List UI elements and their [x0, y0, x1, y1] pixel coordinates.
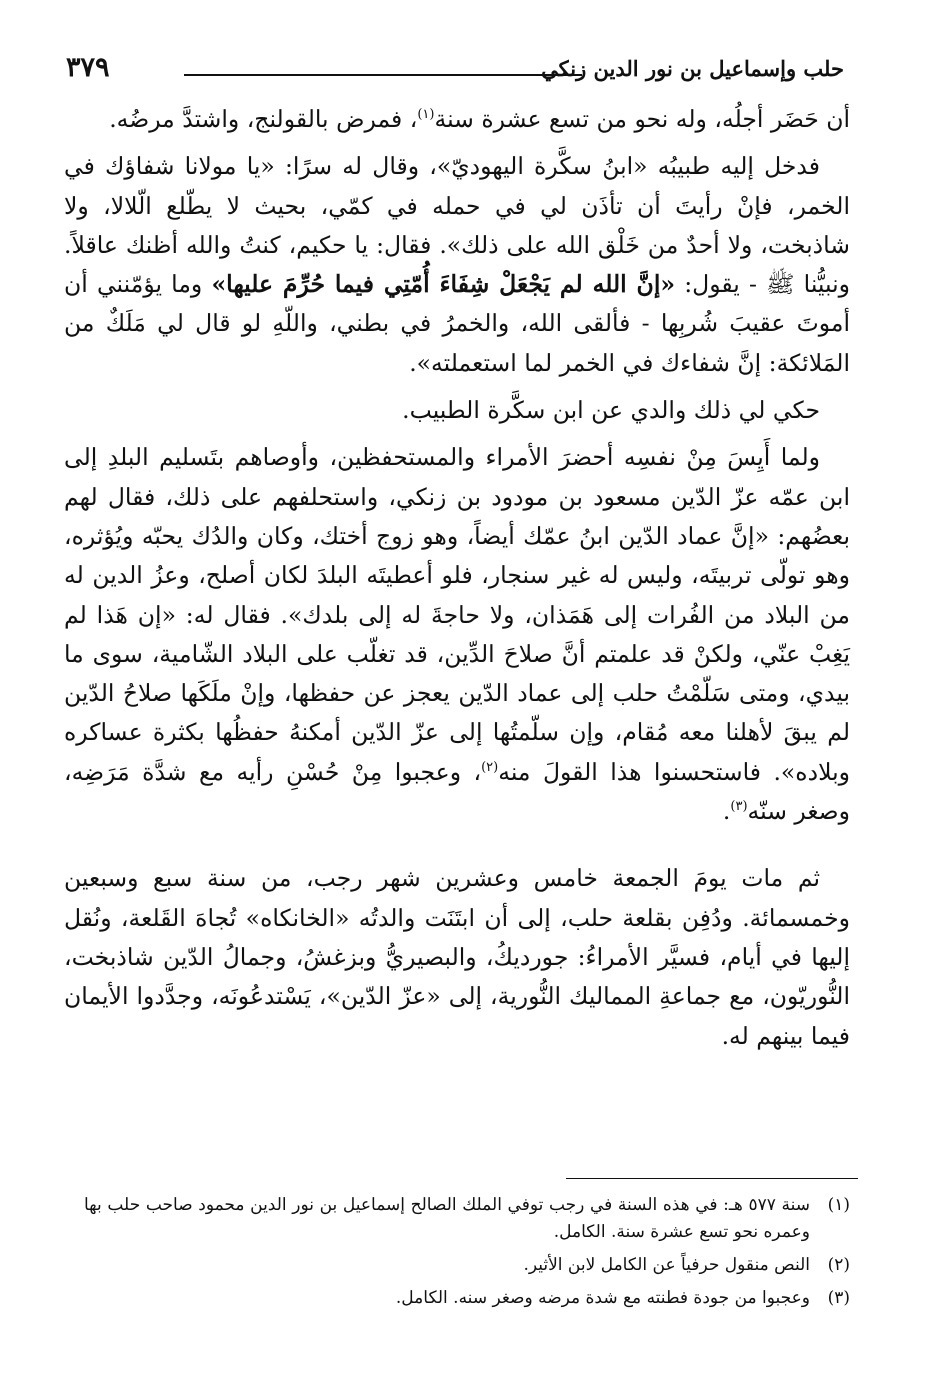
footnote-ref-3: (٣) [730, 799, 748, 815]
footnotes [84, 1192, 850, 1318]
footnote-separator [566, 1178, 858, 1179]
paragraph-2 [64, 147, 850, 383]
paragraph-5: ثم مات يومَ الجمعة خامس وعشرين شهر رجب، من سنة سبع وسبعين وخمسمائة. ودُفِن بقلعة حلب، إلى أن ابتَنَت والدتُه «الخانكاه» تُجاهَ القَلعة، ونُقل إليها في أيام، فسيَّر الأمراءُ: جورديكُ، والبصيريُّ وبزغشُ، وجمالُ الدّين شاذبخت، النُّوريّون، مع جماعةِ المماليك النُّورية، إلى «عزّ الدّين»، يَسْتدعُونَه، وجدَّدوا الأيمان فيما بينهم له. [64, 864, 850, 1050]
paragraph-2-text-a: فدخل إليه طبيبُه «ابنُ سكَّرة اليهوديّ»، وقال له سرًا: «يا مولانا شفاؤك في الخمر، فإنْ رأيتَ أن تأذَن لي في حمله في كمّي، بحيث لا يطّلع الّلالا، ولا شاذبخت، ولا أحدٌ من خَلْق الله على ذلك». فقال: يا حكيم، كنتُ والله أظنك عاقلاً. ونبيُّنا ﷺ - يقول: [64, 152, 850, 299]
footnote-number-2: (٢) [827, 1255, 850, 1275]
hadith-quote: «إنَّ الله لم يَجْعَلْ شِفَاءَ أُمّتِي فيما حُرِّمَ عليها» [211, 270, 676, 299]
page-number: ٣٧٩ [66, 52, 110, 83]
running-title: حلب وإسماعيل بن نور الدين زنكي [541, 56, 844, 81]
footnote-number-1: (١) [827, 1195, 850, 1215]
paragraph-1 [64, 100, 850, 139]
paragraph-4-text-c: . [722, 797, 731, 826]
paragraph-2-text-b: وما يؤمّنني أن أموتَ عقيبَ شُربِها - فألقى الله، والخمرُ في بطني، واللّهِ لو قال لي مَلَكٌ من المَلائكة: إنَّ شفاءك في الخمر لما استعملته». [64, 270, 850, 377]
footnote-text-2: النص منقول حرفياً عن الكامل لابن الأثير. [523, 1255, 810, 1275]
paragraph-1-text-a: أن حَضَر أجلُه، وله نحو من تسع عشرة سنة [434, 105, 850, 133]
paragraph-4 [64, 438, 850, 831]
footnote-3 [84, 1285, 850, 1312]
paragraph-4-text-a: ولما أَيِسَ مِنْ نفسِه أحضرَ الأمراء والمستحفظين، وأوصاهم بتَسليم البلدِ إلى ابن عمّه عزّ الدّين مسعود بن مودود بن زنكي، واستحلفهم على ذلك، فقال لهم بعضُهم: «إنَّ عماد الدّين ابنُ عمّك أيضاً، وهو زوج أختك، وكان والدُك يحبّه ويُؤثره، وهو تولّى تربيتَه، وليس له غير سنجار، فلو أعطيتَه البلدَ لكان أصلح، وعزُ الدين له من البلاد من الفُرات إلى هَمَذان، ولا حاجةَ له إلى بلدك». فقال له: «إن هَذا لم يَغِبْ عنّي، ولكنْ قد علمتم أنَّ صلاحَ الدِّين، قد تغلّب على البلاد الشّامية، سوى ما بيدي، ومتى سَلّمْتُ حلب إلى عماد الدّين يعجز عن حفظها، وإنْ ملَكَها صلاحُ الدّين لم يبقَ لأهلنا معه مُقام، وإن سلّمتُها إلى عزّ الدّين أمكنهُ حفظُها بكثرة عساكره وبلاده». فاستحسنوا هذا القولَ منه [64, 443, 850, 786]
paragraph-3: حكي لي ذلك والدي عن ابن سكَّرة الطبيب. [402, 396, 820, 425]
footnote-text-1: سنة ٥٧٧ هـ: في هذه السنة في رجب توفي الملك الصالح إسماعيل بن نور الدين محمود صاحب حلب بها وعمره نحو تسع عشرة سنة. الكامل. [84, 1195, 810, 1242]
footnote-1 [84, 1192, 850, 1246]
footnote-ref-2: (٢) [481, 759, 499, 775]
paragraph-4-text-b: ، وعجبوا مِنْ حُسْنِ رأيه مع شدَّة مَرَضِه، وصغر سنّه [64, 757, 850, 826]
paragraph-1-text-b: ، فمرض بالقولنج، واشتدَّ مرضُه. [109, 105, 418, 133]
footnote-text-3: وعجبوا من جودة فطنته مع شدة مرضه وصغر سنه. الكامل. [395, 1288, 810, 1308]
page-header [66, 52, 844, 88]
footnote-2 [84, 1252, 850, 1279]
footnote-ref-1: (١) [417, 107, 435, 123]
body-text [64, 100, 850, 1056]
footnote-number-3: (٣) [827, 1288, 850, 1308]
header-rule [184, 74, 582, 76]
